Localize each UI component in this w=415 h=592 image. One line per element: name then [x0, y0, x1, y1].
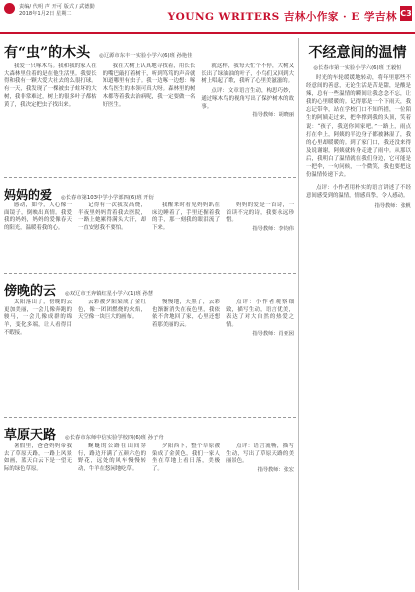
article-comment: 点评：文章语言生动，构思巧妙，通过啄木鸟的视角写出了保护树木的故事。	[201, 88, 295, 110]
instructor-credit: 指导教师：张帆	[374, 203, 411, 210]
article-mothers-love	[0, 180, 296, 272]
page-number: C3	[400, 6, 412, 21]
sidebar-author: ◎长春市第一实验小学六(6)班 王毅恒	[313, 65, 402, 71]
newspaper-logo-icon	[4, 3, 15, 14]
article-author: ◎辽源市东丰一实验小学六(6)班 孙艳佳	[99, 53, 193, 59]
instructor-credit: 指导教师：张宏	[257, 467, 294, 474]
sidebar-body: 时光的车轮缓缓地转动，将年里那些不经意间的善意，无论生活是苦是甜，是酸是辣，总有一些温情的瞬间让我念念不忘，让我的心里暖暖的。记得那是一个下雨天，我忘记带伞，站在学校门口不知所措，一位陌生的阿姨走过来，把伞撑到我的头顶，笑着说：“孩子，我送你回家吧。”一路上，雨点打在伞上，阿姨的半边身子都被淋湿了，我的心里却暖暖的。到了家门口，我还没来得及说谢谢，阿姨就转身走进了雨中。从那以后，我明白了温情就在我们身边，它可能是一把伞，一句问候，一个微笑，我也要把这份温情传递下去。	[306, 75, 411, 179]
article-author: ◎长春市东师中信实验学校四(6)班 孙子舟	[65, 435, 164, 441]
article-wooden-bug	[0, 38, 296, 176]
article-title: 草原天路	[4, 428, 57, 443]
instructor-credit: 指导教师：李钧伟	[252, 226, 294, 233]
issue-date: 2018年1月2日 星期二	[19, 11, 72, 17]
article-column: 我爱一只啄木鸟。我和我的家人在大森林里住着的是在他生活里。我要长得和我有一颗大爱大社去的么很打球。有一天，我发现了一棵被虫子蛀坏的大树，我非常难过，树上的很多叶子都枯黄了，我决定把虫子找出来。	[4, 63, 97, 108]
article-column: 我在大树上认真地寻找着，用长长的嘴巴敲打着树干，听到笃笃的声音就知道哪里有虫子。我一边啄一边想：啄木鸟医生的本领可真大呀。森林里的树木都等着我去治病呢，我一定要做一名好医生。	[102, 63, 196, 108]
article-column: 感动，如今，人心像一面镜子，倒映出真情。我爱我的妈妈，妈妈的爱像春天的阳光，温暖着我的心。	[4, 202, 72, 232]
article-evening-clouds	[0, 276, 296, 416]
article-column: 妈妈的爱是一首诗，一首读不完的诗，我要永远珍惜。	[226, 202, 294, 224]
article-column: 我醒来时看见妈妈趴在床边睡着了，手里还握着我的手，那一刻我的眼泪流了下来。	[152, 202, 220, 232]
article-column: 太阳落山了，傍晚的云更加美丽，一会儿像奔跑的骏马，一会儿像成群的绵羊，变化多端，让人看得目不暇接。	[4, 299, 72, 336]
article-column: 记得有一次我发高烧，半夜里妈妈背着我去医院，一路上她累得满头大汗，却一直安慰我不要怕。	[78, 202, 146, 232]
article-comment: 点评：小作者观察细致，描写生动，语言优美，表达了对大自然的热爱之情。	[226, 299, 294, 329]
article-divider	[4, 177, 296, 178]
article-column: 慢慢地，天黑了，云彩也渐渐消失在夜色里，我依依不舍地回了家，心里还想着那美丽的云。	[152, 299, 220, 329]
article-title: 妈妈的爱	[4, 188, 53, 202]
article-column: 夕阳西下，整个草原被染成了金黄色，我们一家人坐在草地上看日落，美极了。	[152, 443, 220, 473]
instructor-credit: 指导教师：肖亚囡	[252, 330, 294, 337]
sidebar-article	[300, 37, 415, 592]
instructor-credit: 指导教师：胡晓丽	[252, 112, 295, 119]
article-title: 有“虫”的木头	[4, 45, 91, 61]
section-title: YOUNG WRITERS 吉林小作家 · E 学吉林	[167, 11, 397, 23]
article-column: 就这样，我每天忙个不停，大树又长出了绿油油的叶子，小鸟们又回到大树上唱起了歌，我听了心里美滋滋的。	[201, 63, 295, 85]
page-header	[0, 0, 415, 34]
article-author: ◎双辽市王奔镇红星小学六(1)班 孙慧	[65, 291, 154, 297]
article-divider	[4, 273, 296, 274]
editor-credits: 责编/ 代明 声 开可 版式 / 武德勤	[19, 4, 95, 10]
article-comment: 点评：语言流畅，描写生动，写出了草原天路的美丽景色。	[226, 443, 294, 465]
article-divider	[4, 417, 296, 418]
article-grassland-road	[0, 420, 296, 592]
article-column: 暑假里，爸爸妈妈带我去了草原天路，一路上风景如画，蓝天白云下是一望无际的绿色草原。	[4, 443, 72, 473]
sidebar-comment: 点评：小作者用朴实的语言讲述了不经意间感受到的温情，情感真挚，令人感动。	[306, 185, 411, 200]
column-divider	[298, 38, 299, 590]
article-column: 蜿蜒的公路在山间穿行，路边开满了五颜六色的野花，远处的风车慢慢转动，牛羊在悠闲地吃草。	[78, 443, 146, 473]
article-column: 云彩被夕阳染成了金红色，像一团团燃烧的火焰，天空像一块巨大的画布。	[78, 299, 146, 321]
sidebar-title: 不经意间的温情	[308, 45, 407, 61]
article-title: 傍晚的云	[4, 284, 57, 299]
article-author: ◎长春市第103中学小学部四(6)班 开衍	[61, 195, 154, 201]
